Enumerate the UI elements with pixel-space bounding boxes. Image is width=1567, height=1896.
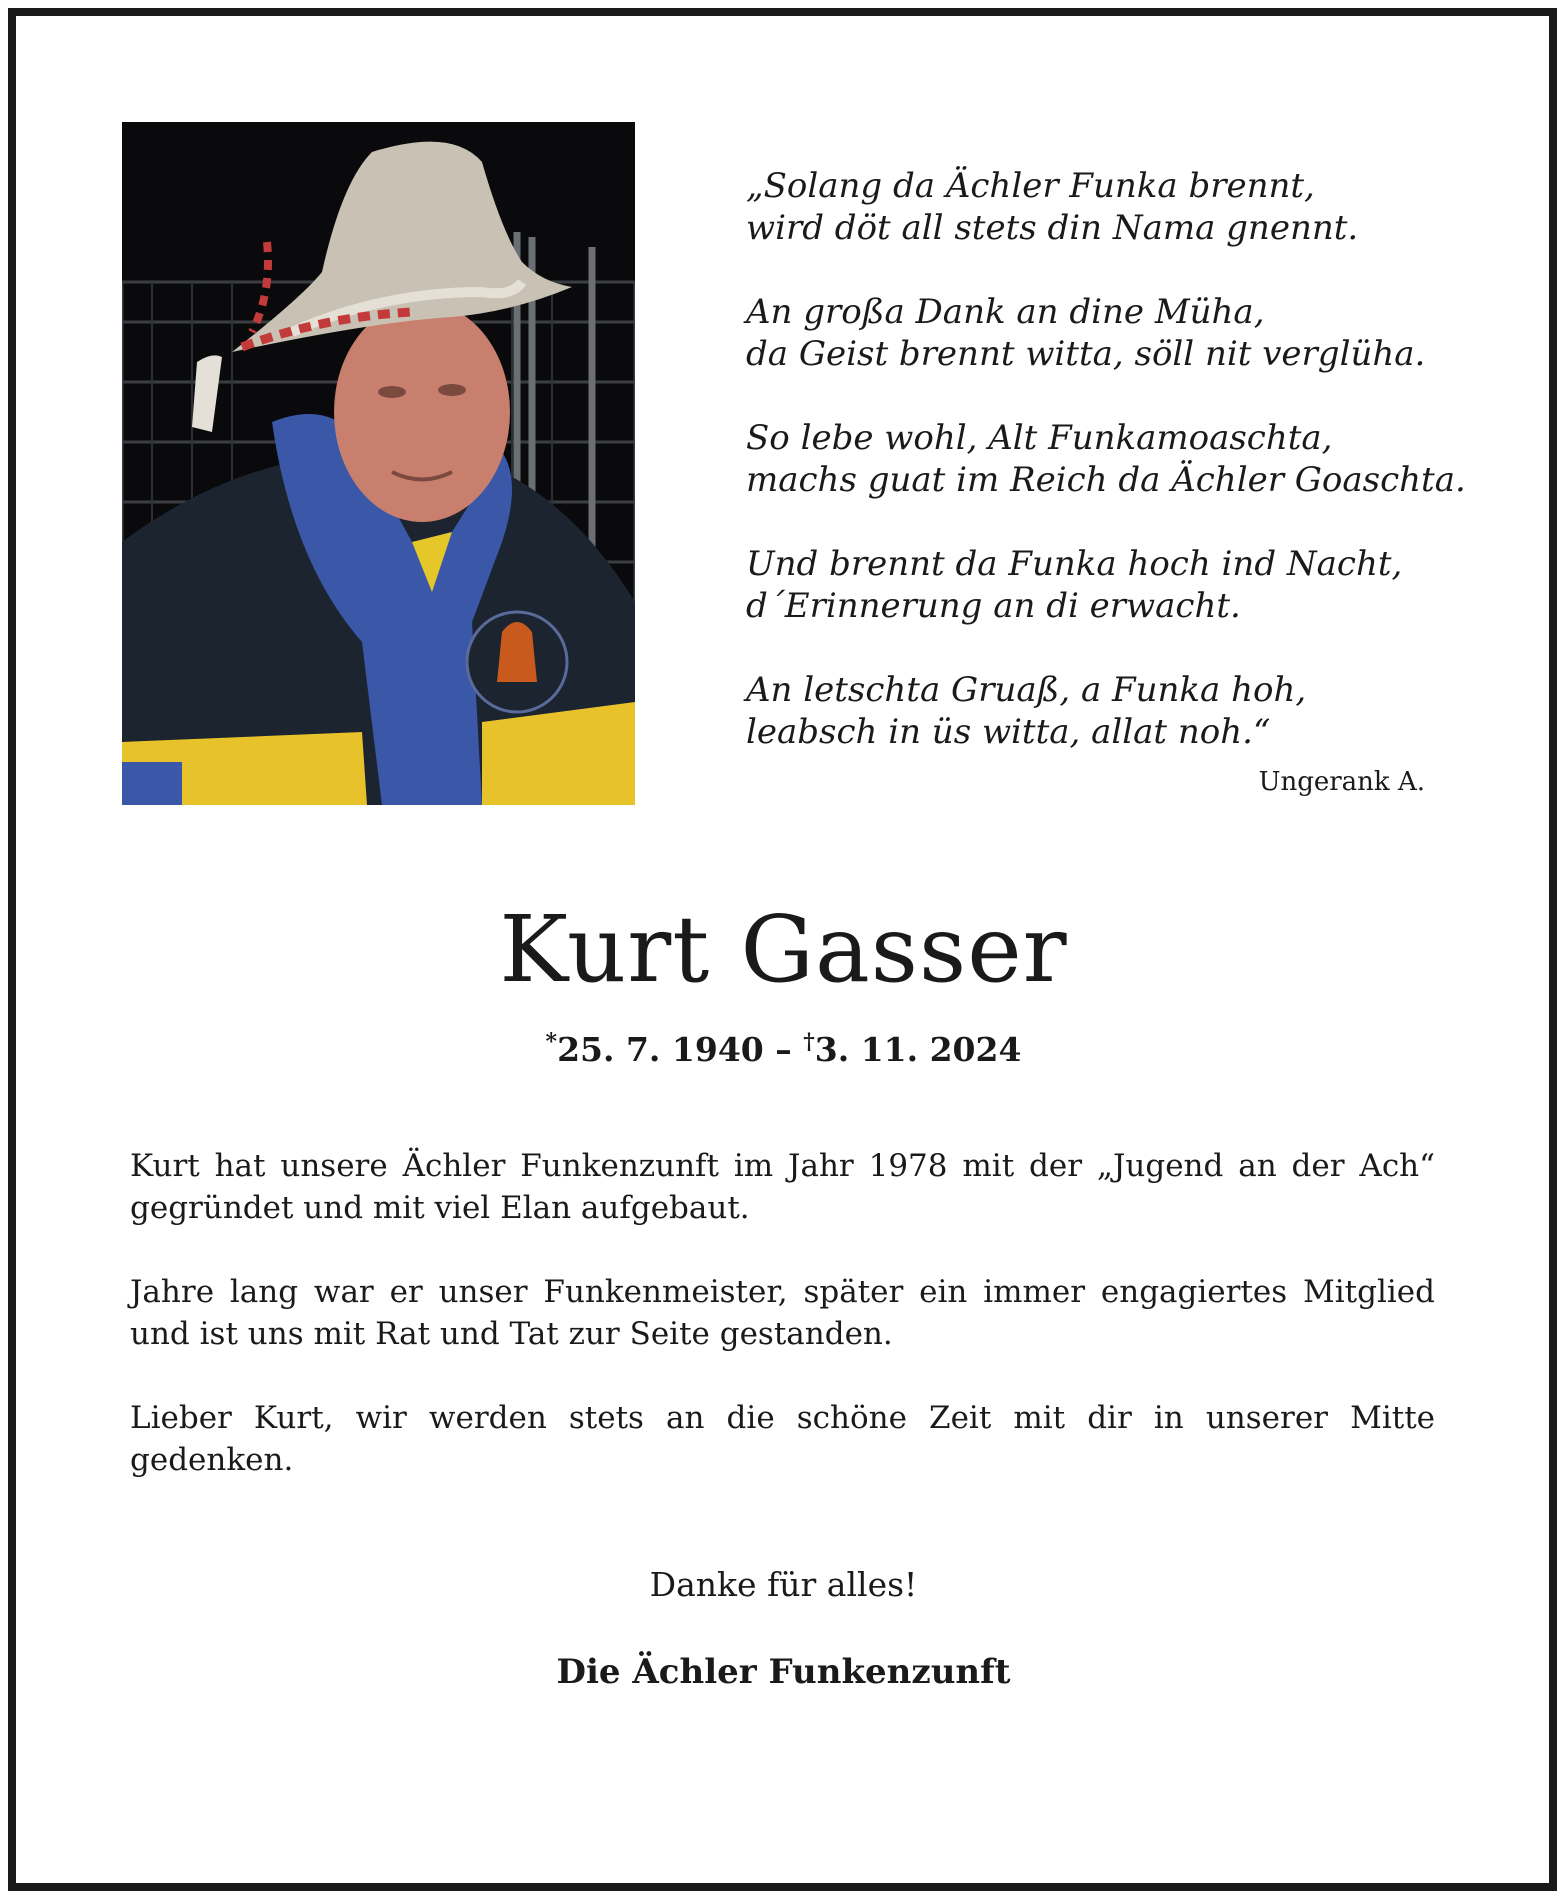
obituary-body: [130, 1145, 1435, 1523]
poem-line: An letschta Gruaß, a Funka hoh,: [746, 670, 1307, 710]
body-paragraph: Jahre lang war er unser Funkenmeister, später ein immer engagiertes Mitglied und ist uns mit Rat und Tat zur Seite gestanden.: [130, 1274, 1435, 1352]
poem-stanza: [746, 417, 1466, 501]
poem-line: wird döt all stets din Nama gnennt.: [746, 208, 1359, 248]
poem-stanza: [746, 291, 1446, 375]
poem-line: d´Erinnerung an di erwacht.: [746, 586, 1241, 626]
birth-date: 25. 7. 1940: [557, 1030, 764, 1069]
date-separator: –: [763, 1030, 804, 1069]
death-date: 3. 11. 2024: [814, 1030, 1022, 1069]
thanks-line: Danke für alles!: [649, 1565, 918, 1604]
birth-symbol: *: [545, 1029, 558, 1055]
poem-line: „Solang da Ächler Funka brennt,: [746, 166, 1315, 206]
portrait-photo: [122, 122, 635, 805]
poem-line: So lebe wohl, Alt Funkamoaschta,: [746, 418, 1333, 458]
poem-line: da Geist brennt witta, söll nit verglüha.: [746, 334, 1426, 374]
body-paragraph: Lieber Kurt, wir werden stets an die schöne Zeit mit dir in unserer Mitte gedenken.: [130, 1400, 1435, 1478]
poem-author: Ungerank A.: [1258, 767, 1425, 797]
signature: Die Ächler Funkenzunft: [556, 1652, 1011, 1692]
death-symbol: †: [803, 1029, 815, 1055]
poem-stanza: [746, 165, 1446, 249]
poem-stanza: [746, 543, 1446, 627]
body-paragraph: Kurt hat unsere Ächler Funkenzunft im Jahr 1978 mit der „Jugend an der Ach“ gegründet und mit viel Elan aufgebaut.: [130, 1148, 1435, 1226]
poem-line: leabsch in üs witta, allat noh.“: [746, 712, 1271, 752]
life-dates: [0, 1020, 1567, 1072]
poem-line: machs guat im Reich da Ächler Goaschta.: [746, 460, 1466, 500]
poem: [746, 165, 1466, 753]
poem-line: An großa Dank an dine Müha,: [746, 292, 1265, 332]
poem-line: Und brennt da Funka hoch ind Nacht,: [746, 544, 1403, 584]
deceased-name: Kurt Gasser: [499, 896, 1068, 1003]
poem-stanza: [746, 669, 1446, 753]
